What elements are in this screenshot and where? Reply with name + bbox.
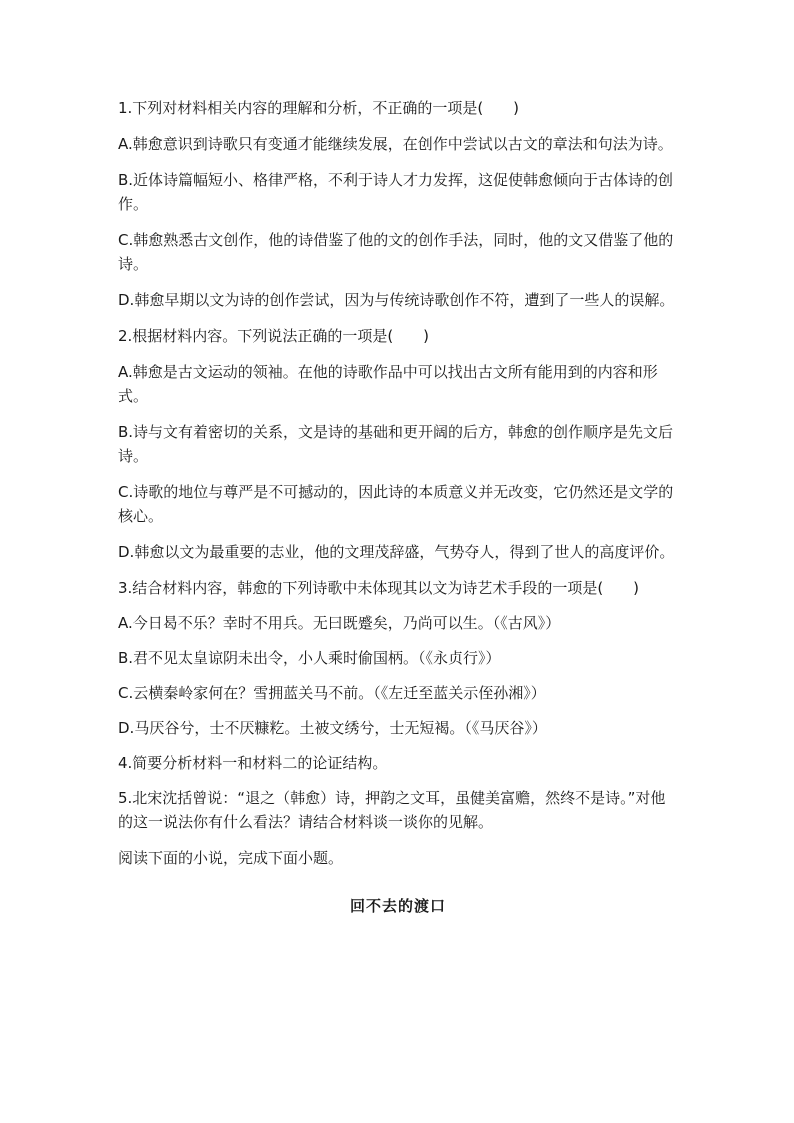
- question-1-stem: 1.下列对材料相关内容的理解和分析，不正确的一项是( ): [118, 99, 520, 117]
- question-1-option-c: C.韩愈熟悉古文创作，他的诗借鉴了他的文的创作手法，同时，他的文又借鉴了他的诗。: [118, 231, 674, 273]
- question-1-option-a: A.韩愈意识到诗歌只有变通才能继续发展，在创作中尝试以古文的章法和句法为诗。: [118, 135, 673, 153]
- question-4-stem: 4.简要分析材料一和材料二的论证结构。: [118, 754, 388, 772]
- reading-instruction: 阅读下面的小说，完成下面小题。: [118, 849, 344, 867]
- question-3-option-c: C.云横秦岭家何在？雪拥蓝关马不前。（《左迁至蓝关示侄孙湘》）: [118, 684, 546, 702]
- question-1-option-d: D.韩愈早期以文为诗的创作尝试，因为与传统诗歌创作不符，遭到了一些人的误解。: [118, 291, 675, 309]
- question-5-stem: 5.北宋沈括曾说：“退之（韩愈）诗，押韵之文耳，虽健美富赡，然终不是诗。”对他的这一说法你有什么看法？请结合材料谈一谈你的见解。: [118, 789, 666, 831]
- question-1-option-b: B.近体诗篇幅短小、格律严格，不利于诗人才力发挥，这促使韩愈倾向于古体诗的创作。: [118, 171, 674, 213]
- question-3-stem: 3.结合材料内容，韩愈的下列诗歌中未体现其以文为诗艺术手段的一项是( ): [118, 579, 640, 597]
- question-2-stem: 2.根据材料内容。下列说法正确的一项是( ): [118, 327, 430, 345]
- question-2-option-a: A.韩愈是古文运动的领袖。在他的诗歌作品中可以找出古文所有能用到的内容和形式。: [118, 363, 658, 405]
- story-title: 回不去的渡口: [349, 897, 446, 915]
- question-3-option-a: A.今日曷不乐？幸时不用兵。无曰既蹙矣，乃尚可以生。（《古风》）: [118, 614, 561, 632]
- question-2-option-c: C.诗歌的地位与尊严是不可撼动的，因此诗的本质意义并无改变，它仍然还是文学的核心。: [118, 483, 674, 525]
- question-3-option-d: D.马厌谷兮，士不厌糠籺。土被文绣兮，士无短褐。（《马厌谷》）: [118, 719, 547, 737]
- question-3-option-b: B.君不见太皇谅阴未出令，小人乘时偷国柄。（《永贞行》）: [118, 649, 501, 667]
- question-2-option-d: D.韩愈以文为最重要的志业，他的文理茂辞盛，气势夺人，得到了世人的高度评价。: [118, 543, 675, 561]
- question-2-option-b: B.诗与文有着密切的关系，文是诗的基础和更开阔的后方，韩愈的创作顺序是先文后诗。: [118, 423, 674, 465]
- page-content: [118, 96, 678, 918]
